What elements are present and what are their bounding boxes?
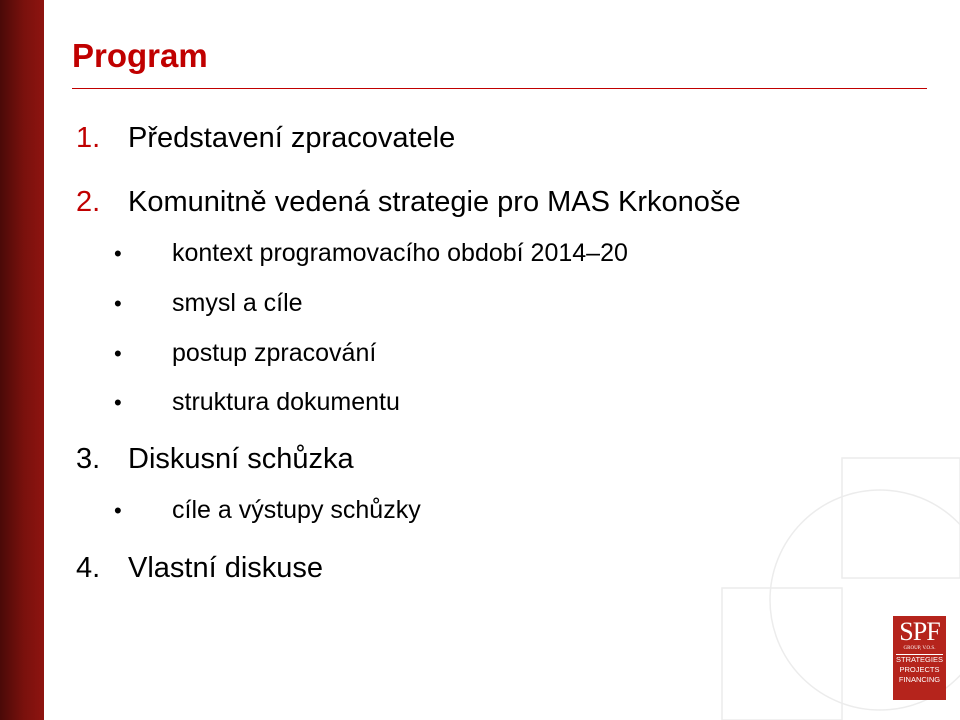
bullet-icon: • [114,241,122,266]
logo-group: GROUP, V.O.S. [903,646,936,651]
bullet-icon: • [114,498,122,523]
bullet-icon: • [114,390,122,415]
agenda-item-1 [76,120,455,156]
list-item [114,386,400,419]
list-item [114,337,376,370]
agenda-number: 4. [76,552,101,584]
logo-word: PROJECTS [899,665,940,674]
agenda-item-2 [76,184,741,220]
bullet-icon: • [114,291,122,316]
logo-mark: SPF [899,617,940,646]
agenda-text: Komunitně vedená strategie pro MAS Krkonoše [128,186,741,218]
list-item [114,237,628,270]
agenda-item-4 [76,550,323,586]
agenda-text: Představení zpracovatele [128,122,456,154]
list-item-text: smysl a cíle [172,289,303,317]
agenda-number: 3. [76,443,101,475]
agenda-item-3 [76,441,354,477]
logo-word: STRATEGIES [896,655,943,664]
logo-word: FINANCING [898,675,941,684]
agenda-text: Diskusní schůzka [128,443,354,475]
list-item-text: postup zpracování [172,339,377,367]
list-item [114,287,303,320]
list-item [114,494,421,527]
list-item-text: kontext programovacího období 2014–20 [172,239,628,267]
company-logo [893,616,946,700]
list-item-text: struktura dokumentu [172,388,400,416]
bullet-icon: • [114,341,122,366]
agenda-number: 1. [76,122,101,154]
slide-title: Program [72,37,208,74]
agenda-number: 2. [76,186,101,218]
sidebar-decoration [0,0,44,720]
title-underline [72,88,927,89]
agenda-text: Vlastní diskuse [128,552,324,584]
list-item-text: cíle a výstupy schůzky [172,496,421,524]
